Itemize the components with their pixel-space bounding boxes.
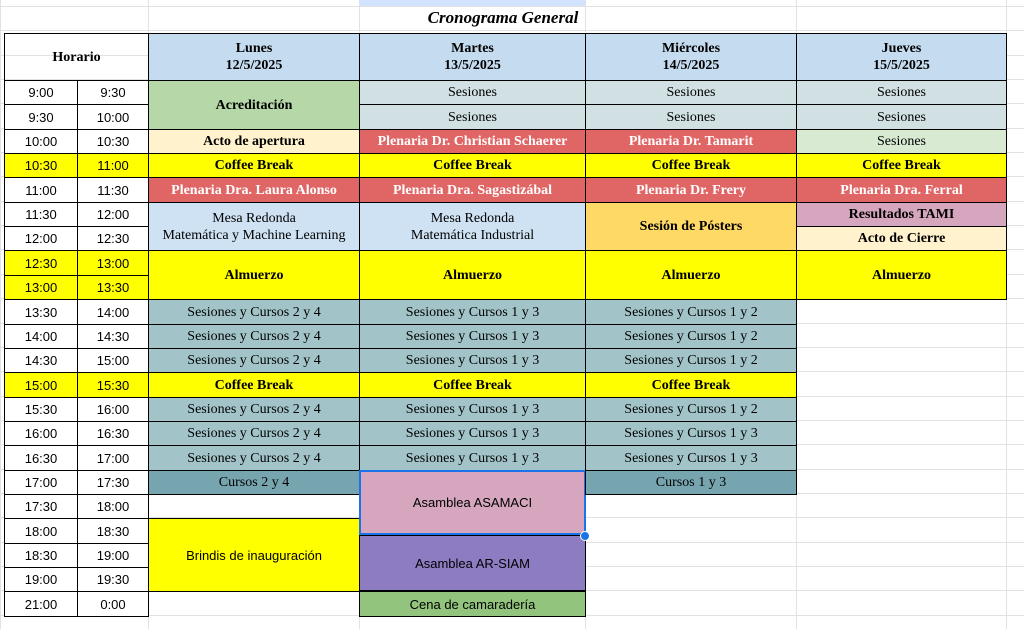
- time-start[interactable]: 15:30: [4, 397, 78, 422]
- time-end[interactable]: 18:30: [77, 518, 149, 544]
- day-header-4-line-1: Jueves: [881, 41, 922, 56]
- time-end[interactable]: 10:00: [77, 104, 149, 130]
- day-header-4[interactable]: [796, 33, 1007, 81]
- time-start[interactable]: 16:30: [4, 445, 78, 471]
- event-sesiones-cursos[interactable]: Sesiones y Cursos 1 y 2: [585, 348, 797, 373]
- time-start[interactable]: 14:30: [4, 348, 78, 373]
- event-sesiones[interactable]: Sesiones: [796, 129, 1007, 154]
- day-header-3-line-2: 14/5/2025: [662, 58, 720, 73]
- event-sesiones-cursos[interactable]: Sesiones y Cursos 1 y 3: [359, 324, 586, 349]
- event-sesiones-cursos[interactable]: Sesiones y Cursos 1 y 3: [585, 421, 797, 446]
- event-sesiones-cursos[interactable]: Sesiones y Cursos 2 y 4: [148, 299, 360, 325]
- time-end[interactable]: 19:00: [77, 543, 149, 568]
- event-cursos[interactable]: Cursos 1 y 3: [585, 470, 797, 495]
- event-coffee-break[interactable]: Coffee Break: [359, 153, 586, 178]
- event-sesiones-cursos[interactable]: Sesiones y Cursos 1 y 3: [359, 421, 586, 446]
- day-header-1[interactable]: [148, 33, 360, 81]
- event-sesion-posters[interactable]: Sesión de Pósters: [585, 202, 797, 251]
- time-start[interactable]: 11:30: [4, 202, 78, 227]
- time-end[interactable]: 15:30: [77, 372, 149, 398]
- event-sesiones-cursos[interactable]: Sesiones y Cursos 1 y 3: [359, 445, 586, 471]
- time-start[interactable]: 10:00: [4, 129, 78, 154]
- event-brindis[interactable]: Brindis de inauguración: [148, 518, 360, 592]
- time-start[interactable]: 12:00: [4, 226, 78, 251]
- event-plenaria-tamarit[interactable]: Plenaria Dr. Tamarit: [585, 129, 797, 154]
- event-mesa-redonda-industrial-line-1: Mesa Redonda: [430, 210, 515, 226]
- time-end[interactable]: 14:30: [77, 324, 149, 349]
- event-acreditacion[interactable]: Acreditación: [148, 80, 360, 130]
- day-header-2[interactable]: [359, 33, 586, 81]
- event-asamblea-asamaci[interactable]: Asamblea ASAMACI: [359, 470, 586, 535]
- time-end[interactable]: 16:00: [77, 397, 149, 422]
- time-start[interactable]: 17:00: [4, 470, 78, 495]
- time-start[interactable]: 18:30: [4, 543, 78, 568]
- event-sesiones-cursos[interactable]: Sesiones y Cursos 1 y 3: [359, 299, 586, 325]
- event-resultados-tami[interactable]: Resultados TAMI: [796, 202, 1007, 227]
- event-mesa-redonda-ml[interactable]: [148, 202, 360, 251]
- event-almuerzo[interactable]: Almuerzo: [148, 250, 360, 300]
- day-header-4-line-2: 15/5/2025: [873, 58, 930, 73]
- day-header-1-line-2: 12/5/2025: [225, 58, 283, 73]
- time-end[interactable]: 9:30: [77, 80, 149, 105]
- time-end[interactable]: 19:30: [77, 567, 149, 592]
- event-sesiones[interactable]: Sesiones: [585, 80, 797, 105]
- column-header-selected: [359, 0, 585, 6]
- time-end[interactable]: 17:30: [77, 470, 149, 495]
- event-almuerzo[interactable]: Almuerzo: [796, 250, 1007, 300]
- time-end[interactable]: 13:30: [77, 275, 149, 300]
- time-end[interactable]: 11:30: [77, 177, 149, 203]
- event-sesiones-cursos[interactable]: Sesiones y Cursos 2 y 4: [148, 421, 360, 446]
- event-sesiones[interactable]: Sesiones: [359, 104, 586, 130]
- event-mesa-redonda-ml-line-1: Mesa Redonda: [212, 210, 296, 226]
- event-sesiones-cursos[interactable]: Sesiones y Cursos 1 y 2: [585, 299, 797, 325]
- time-end[interactable]: 15:00: [77, 348, 149, 373]
- event-sesiones[interactable]: Sesiones: [585, 104, 797, 130]
- event-coffee-break[interactable]: Coffee Break: [359, 372, 586, 398]
- time-end[interactable]: 0:00: [77, 591, 149, 617]
- event-coffee-break[interactable]: Coffee Break: [585, 153, 797, 178]
- day-header-3-line-1: Miércoles: [661, 41, 721, 56]
- event-almuerzo[interactable]: Almuerzo: [359, 250, 586, 300]
- event-sesiones-cursos[interactable]: Sesiones y Cursos 2 y 4: [148, 348, 360, 373]
- time-start[interactable]: 13:30: [4, 299, 78, 325]
- event-sesiones-cursos[interactable]: Sesiones y Cursos 1 y 3: [359, 348, 586, 373]
- time-end[interactable]: 12:30: [77, 226, 149, 251]
- event-plenaria-alonso[interactable]: Plenaria Dra. Laura Alonso: [148, 177, 360, 203]
- time-end[interactable]: 18:00: [77, 494, 149, 519]
- time-start[interactable]: 10:30: [4, 153, 78, 178]
- time-end[interactable]: 17:00: [77, 445, 149, 471]
- day-header-2-line-1: Martes: [451, 41, 494, 56]
- event-mesa-redonda-industrial-line-2: Matemática Industrial: [410, 227, 535, 243]
- horario-header[interactable]: Horario: [4, 33, 149, 81]
- event-almuerzo[interactable]: Almuerzo: [585, 250, 797, 300]
- event-coffee-break[interactable]: Coffee Break: [148, 372, 360, 398]
- time-end[interactable]: 12:00: [77, 202, 149, 227]
- time-end[interactable]: 13:00: [77, 250, 149, 276]
- event-sesiones[interactable]: Sesiones: [359, 80, 586, 105]
- event-sesiones-cursos[interactable]: Sesiones y Cursos 1 y 2: [585, 397, 797, 422]
- event-cursos[interactable]: Cursos 2 y 4: [148, 470, 360, 495]
- event-mesa-redonda-industrial[interactable]: [359, 202, 586, 251]
- time-start[interactable]: 18:00: [4, 518, 78, 544]
- event-coffee-break[interactable]: Coffee Break: [796, 153, 1007, 178]
- time-end[interactable]: 10:30: [77, 129, 149, 154]
- time-start[interactable]: 9:30: [4, 104, 78, 130]
- event-plenaria-frery[interactable]: Plenaria Dr. Frery: [585, 177, 797, 203]
- event-sesiones-cursos[interactable]: Sesiones y Cursos 2 y 4: [148, 324, 360, 349]
- time-start[interactable]: 14:00: [4, 324, 78, 349]
- time-start[interactable]: 17:30: [4, 494, 78, 519]
- event-sesiones-cursos[interactable]: Sesiones y Cursos 1 y 2: [585, 324, 797, 349]
- day-header-1-line-1: Lunes: [235, 41, 273, 56]
- schedule-title: Cronograma General: [427, 8, 579, 27]
- time-start[interactable]: 9:00: [4, 80, 78, 105]
- event-acto-apertura[interactable]: Acto de apertura: [148, 129, 360, 154]
- event-coffee-break[interactable]: Coffee Break: [585, 372, 797, 398]
- time-end[interactable]: 14:00: [77, 299, 149, 325]
- event-plenaria-schaerer[interactable]: Plenaria Dr. Christian Schaerer: [359, 129, 586, 154]
- event-asamblea-arsiam[interactable]: Asamblea AR-SIAM: [359, 535, 586, 591]
- event-sesiones-cursos[interactable]: Sesiones y Cursos 2 y 4: [148, 445, 360, 471]
- event-cena[interactable]: Cena de camaradería: [359, 591, 586, 617]
- event-plenaria-sagastizabal[interactable]: Plenaria Dra. Sagastizábal: [359, 177, 586, 203]
- event-sesiones-cursos[interactable]: Sesiones y Cursos 1 y 3: [359, 397, 586, 422]
- event-coffee-break[interactable]: Coffee Break: [148, 153, 360, 178]
- time-start[interactable]: 19:00: [4, 567, 78, 592]
- event-acto-cierre[interactable]: Acto de Cierre: [796, 226, 1007, 251]
- time-start[interactable]: 21:00: [4, 591, 78, 617]
- event-sesiones[interactable]: Sesiones: [796, 104, 1007, 130]
- day-header-3[interactable]: [585, 33, 797, 81]
- time-start[interactable]: 16:00: [4, 421, 78, 446]
- time-start[interactable]: 11:00: [4, 177, 78, 203]
- time-start[interactable]: 12:30: [4, 250, 78, 276]
- selection-fill-handle[interactable]: [580, 531, 590, 541]
- event-sesiones-cursos[interactable]: Sesiones y Cursos 2 y 4: [148, 397, 360, 422]
- time-start[interactable]: 13:00: [4, 275, 78, 300]
- event-sesiones-cursos[interactable]: Sesiones y Cursos 1 y 3: [585, 445, 797, 471]
- event-sesiones[interactable]: Sesiones: [796, 80, 1007, 105]
- event-mesa-redonda-ml-line-2: Matemática y Machine Learning: [162, 227, 346, 243]
- time-end[interactable]: 11:00: [77, 153, 149, 178]
- time-start[interactable]: 15:00: [4, 372, 78, 398]
- day-header-2-line-2: 13/5/2025: [444, 58, 501, 73]
- time-end[interactable]: 16:30: [77, 421, 149, 446]
- event-plenaria-ferral[interactable]: Plenaria Dra. Ferral: [796, 177, 1007, 203]
